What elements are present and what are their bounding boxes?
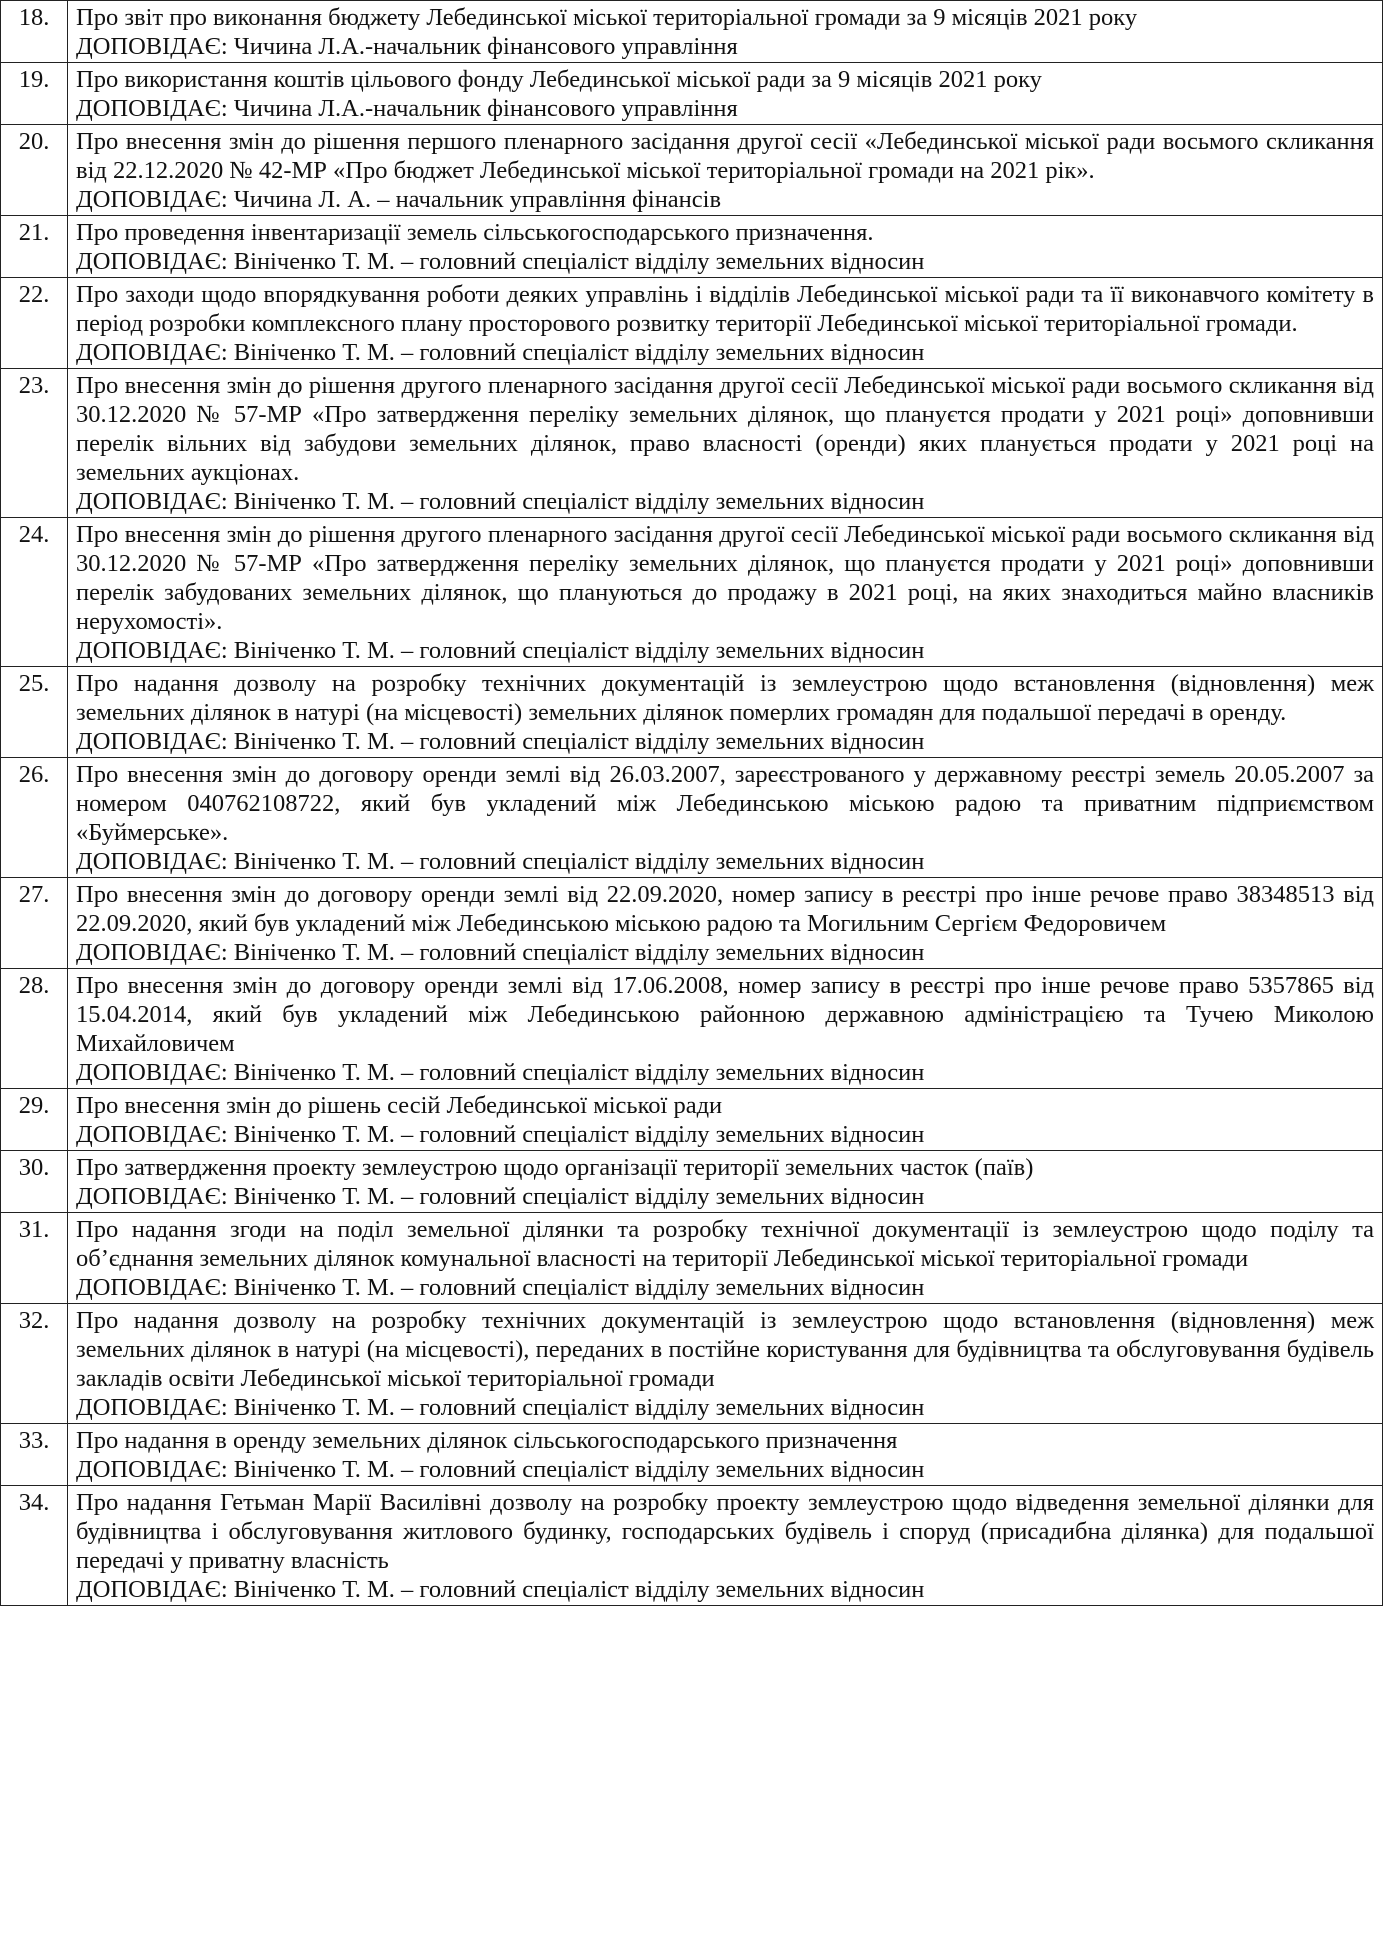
item-speaker: ДОПОВІДАЄ: Вініченко Т. М. – головний спеціаліст відділу земельних відносин — [76, 1121, 925, 1148]
item-title: Про внесення змін до рішення другого пленарного засідання другої сесії Лебединської міської ради восьмого скликання від 30.12.2020 № 57-МР «Про затвердження переліку земельних ділянок, що плануєтся продати у 2021 році» доповнивши перелік забудованих земельних ділянок, що плануються до продажу в 2021 році, на яких знаходиться майно власників нерухомості». — [76, 521, 1374, 635]
item-speaker: ДОПОВІДАЄ: Вініченко Т. М. – головний спеціаліст відділу земельних відносин — [76, 637, 925, 664]
agenda-row — [1, 63, 1383, 125]
agenda-row — [1, 278, 1383, 369]
item-title: Про надання дозволу на розробку технічних документацій із землеустрою щодо встановлення (відновлення) меж земельних ділянок в натурі (на місцевості), переданих в постійне користування для будівництва та обслуговування будівель закладів освіти Лебединської міської територіальної громади — [76, 1307, 1374, 1392]
agenda-row — [1, 125, 1383, 216]
item-speaker: ДОПОВІДАЄ: Вініченко Т. М. – головний спеціаліст відділу земельних відносин — [76, 939, 925, 966]
item-content — [68, 1304, 1383, 1424]
item-title: Про внесення змін до рішень сесій Лебединської міської ради — [76, 1092, 723, 1119]
item-content — [68, 878, 1383, 969]
agenda-row — [1, 878, 1383, 969]
item-title: Про використання коштів цільового фонду Лебединської міської ради за 9 місяців 2021 року — [76, 66, 1042, 93]
item-title: Про надання дозволу на розробку технічних документацій із землеустрою щодо встановлення (відновлення) меж земельних ділянок в натурі (на місцевості) земельних ділянок померлих громадян для подальшої передачі в оренду. — [76, 670, 1374, 726]
item-speaker: ДОПОВІДАЄ: Вініченко Т. М. – головний спеціаліст відділу земельних відносин — [76, 488, 925, 515]
item-content — [68, 369, 1383, 518]
item-number: 26. — [1, 758, 68, 878]
item-number: 25. — [1, 667, 68, 758]
item-content — [68, 125, 1383, 216]
item-content — [68, 1151, 1383, 1213]
item-title: Про затвердження проекту землеустрою щодо організації території земельних часток (паїв) — [76, 1154, 1034, 1181]
item-speaker: ДОПОВІДАЄ: Вініченко Т. М. – головний спеціаліст відділу земельних відносин — [76, 728, 925, 755]
item-content — [68, 63, 1383, 125]
item-title: Про надання згоди на поділ земельної ділянки та розробку технічної документації із землеустрою щодо поділу та об’єднання земельних ділянок комунальної власності на території Лебединської міської територіальної громади — [76, 1216, 1374, 1272]
item-content — [68, 216, 1383, 278]
item-content — [68, 278, 1383, 369]
item-speaker: ДОПОВІДАЄ: Вініченко Т. М. – головний спеціаліст відділу земельних відносин — [76, 339, 925, 366]
item-number: 27. — [1, 878, 68, 969]
item-number: 23. — [1, 369, 68, 518]
item-content — [68, 1424, 1383, 1486]
agenda-row — [1, 518, 1383, 667]
item-speaker: ДОПОВІДАЄ: Чичина Л. А. – начальник управління фінансів — [76, 186, 722, 213]
item-speaker: ДОПОВІДАЄ: Чичина Л.А.-начальник фінансового управління — [76, 33, 738, 60]
agenda-row — [1, 969, 1383, 1089]
agenda-row — [1, 1304, 1383, 1424]
agenda-row — [1, 667, 1383, 758]
item-number: 33. — [1, 1424, 68, 1486]
item-title: Про внесення змін до договору оренди землі від 26.03.2007, зареєстрованого у державному реєстрі земель 20.05.2007 за номером 040762108722, який був укладений між Лебединською міською радою та приватним підприємством «Буймерське». — [76, 761, 1374, 846]
item-number: 18. — [1, 1, 68, 63]
item-number: 28. — [1, 969, 68, 1089]
item-number: 29. — [1, 1089, 68, 1151]
item-number: 34. — [1, 1486, 68, 1606]
item-speaker: ДОПОВІДАЄ: Вініченко Т. М. – головний спеціаліст відділу земельних відносин — [76, 1059, 925, 1086]
agenda-row — [1, 1089, 1383, 1151]
item-number: 22. — [1, 278, 68, 369]
item-title: Про надання в оренду земельних ділянок сільськогосподарського призначення — [76, 1427, 898, 1454]
item-title: Про внесення змін до договору оренди землі від 22.09.2020, номер запису в реєстрі про інше речове право 38348513 від 22.09.2020, який був укладений між Лебединською міською радою та Могильним Сергієм Федоровичем — [76, 881, 1374, 937]
agenda-row — [1, 758, 1383, 878]
item-title: Про надання Гетьман Марії Василівні дозволу на розробку проекту землеустрою щодо відведення земельної ділянки для будівництва і обслуговування житлового будинку, господарських будівель і споруд (присадибна ділянка) для подальшої передачі у приватну власність — [76, 1489, 1374, 1574]
agenda-row — [1, 1, 1383, 63]
item-speaker: ДОПОВІДАЄ: Вініченко Т. М. – головний спеціаліст відділу земельних відносин — [76, 1576, 925, 1603]
item-speaker: ДОПОВІДАЄ: Вініченко Т. М. – головний спеціаліст відділу земельних відносин — [76, 1394, 925, 1421]
item-content — [68, 667, 1383, 758]
item-number: 30. — [1, 1151, 68, 1213]
item-content — [68, 1213, 1383, 1304]
item-content — [68, 1, 1383, 63]
agenda-row — [1, 1213, 1383, 1304]
item-speaker: ДОПОВІДАЄ: Вініченко Т. М. – головний спеціаліст відділу земельних відносин — [76, 1274, 925, 1301]
agenda-row — [1, 1486, 1383, 1606]
item-title: Про проведення інвентаризації земель сільськогосподарського призначення. — [76, 219, 874, 246]
item-content — [68, 758, 1383, 878]
item-speaker: ДОПОВІДАЄ: Чичина Л.А.-начальник фінансового управління — [76, 95, 738, 122]
item-content — [68, 1486, 1383, 1606]
item-title: Про звіт про виконання бюджету Лебединської міської територіальної громади за 9 місяців 2021 року — [76, 4, 1138, 31]
item-speaker: ДОПОВІДАЄ: Вініченко Т. М. – головний спеціаліст відділу земельних відносин — [76, 248, 925, 275]
item-speaker: ДОПОВІДАЄ: Вініченко Т. М. – головний спеціаліст відділу земельних відносин — [76, 1183, 925, 1210]
agenda-row — [1, 216, 1383, 278]
agenda-row — [1, 369, 1383, 518]
item-number: 24. — [1, 518, 68, 667]
item-speaker: ДОПОВІДАЄ: Вініченко Т. М. – головний спеціаліст відділу земельних відносин — [76, 848, 925, 875]
item-number: 32. — [1, 1304, 68, 1424]
item-number: 19. — [1, 63, 68, 125]
item-speaker: ДОПОВІДАЄ: Вініченко Т. М. – головний спеціаліст відділу земельних відносин — [76, 1456, 925, 1483]
item-number: 21. — [1, 216, 68, 278]
item-title: Про внесення змін до договору оренди землі від 17.06.2008, номер запису в реєстрі про інше речове право 5357865 від 15.04.2014, який був укладений між Лебединською районною державною адміністрацією та Тучею Миколою Михайловичем — [76, 972, 1374, 1057]
agenda-body — [1, 1, 1383, 1606]
item-number: 20. — [1, 125, 68, 216]
agenda-row — [1, 1424, 1383, 1486]
item-title: Про внесення змін до рішення другого пленарного засідання другої сесії Лебединської міської ради восьмого скликання від 30.12.2020 № 57-МР «Про затвердження переліку земельних ділянок, що плануєтся продати у 2021 році» доповнивши перелік вільних від забудови земельних ділянок, право власності (оренди) яких планується продати у 2021 році на земельних аукціонах. — [76, 372, 1374, 486]
agenda-row — [1, 1151, 1383, 1213]
item-content — [68, 969, 1383, 1089]
item-number: 31. — [1, 1213, 68, 1304]
item-content — [68, 518, 1383, 667]
item-title: Про внесення змін до рішення першого пленарного засідання другої сесії «Лебединської міської ради восьмого скликання від 22.12.2020 № 42-МР «Про бюджет Лебединської міської територіальної громади на 2021 рік». — [76, 128, 1374, 184]
item-title: Про заходи щодо впорядкування роботи деяких управлінь і відділів Лебединської міської ради та її виконавчого комітету в період розробки комплексного плану просторового розвитку території Лебединської міської територіальної громади. — [76, 281, 1374, 337]
item-content — [68, 1089, 1383, 1151]
